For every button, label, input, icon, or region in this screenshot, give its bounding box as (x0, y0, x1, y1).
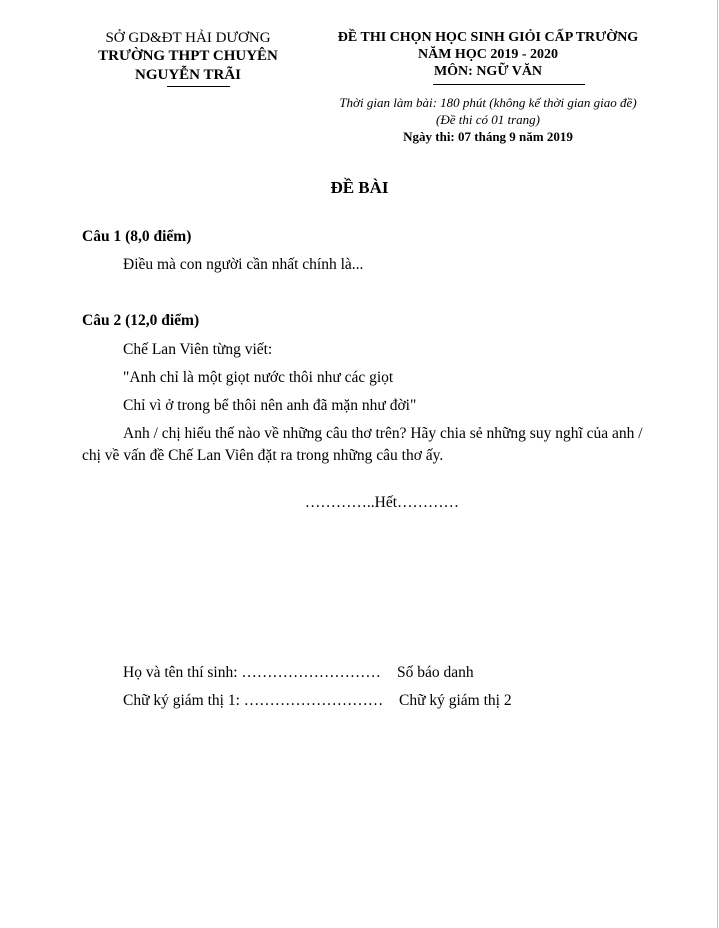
left-header-underline (167, 86, 230, 87)
question2-heading: Câu 2 (12,0 điểm) (82, 312, 200, 329)
question1-text: Điều mà con người cần nhất chính là... (123, 256, 364, 273)
page-count: (Đề thi có 01 trang) (436, 112, 540, 127)
end-mark: …………..Hết………… (304, 494, 460, 511)
question2-verse2: Chỉ vì ở trong bể thôi nên anh đã mặn như đời" (123, 397, 417, 414)
question1-heading: Câu 1 (8,0 điểm) (82, 228, 192, 245)
school-name-line2: NGUYỄN TRÃI (135, 67, 241, 83)
department-name: SỞ GD&ĐT HẢI DƯƠNG (105, 30, 271, 46)
question2-prompt-line2: chị về vấn đề Chế Lan Viên đặt ra trong những câu thơ ấy. (82, 447, 444, 464)
page-border (717, 0, 718, 928)
candidate-name-label: Họ và tên thí sinh: ……………………… (123, 664, 381, 681)
school-name-line1: TRƯỜNG THPT CHUYÊN (98, 48, 278, 64)
question2-verse1: "Anh chỉ là một giọt nước thôi như các giọt (123, 369, 394, 386)
invigilator2-label: Chữ ký giám thị 2 (399, 692, 512, 709)
page-title: ĐỀ BÀI (330, 178, 389, 197)
school-year: NĂM HỌC 2019 - 2020 (418, 47, 558, 62)
question2-prompt-line1: Anh / chị hiểu thế nào về những câu thơ trên? Hãy chia sẻ những suy nghĩ của anh / (123, 425, 643, 442)
exam-date: Ngày thi: 07 tháng 9 năm 2019 (403, 129, 573, 144)
question2-intro: Chế Lan Viên từng viết: (123, 341, 273, 358)
candidate-number-label: Số báo danh (397, 664, 474, 681)
exam-title: ĐỀ THI CHỌN HỌC SINH GIỎI CẤP TRƯỜNG (337, 30, 639, 45)
exam-duration: Thời gian làm bài: 180 phút (không kể thời gian giao đề) (339, 95, 637, 110)
right-header-underline (433, 84, 585, 85)
invigilator1-label: Chữ ký giám thị 1: ……………………… (123, 692, 384, 709)
subject: MÔN: NGỮ VĂN (433, 64, 543, 79)
